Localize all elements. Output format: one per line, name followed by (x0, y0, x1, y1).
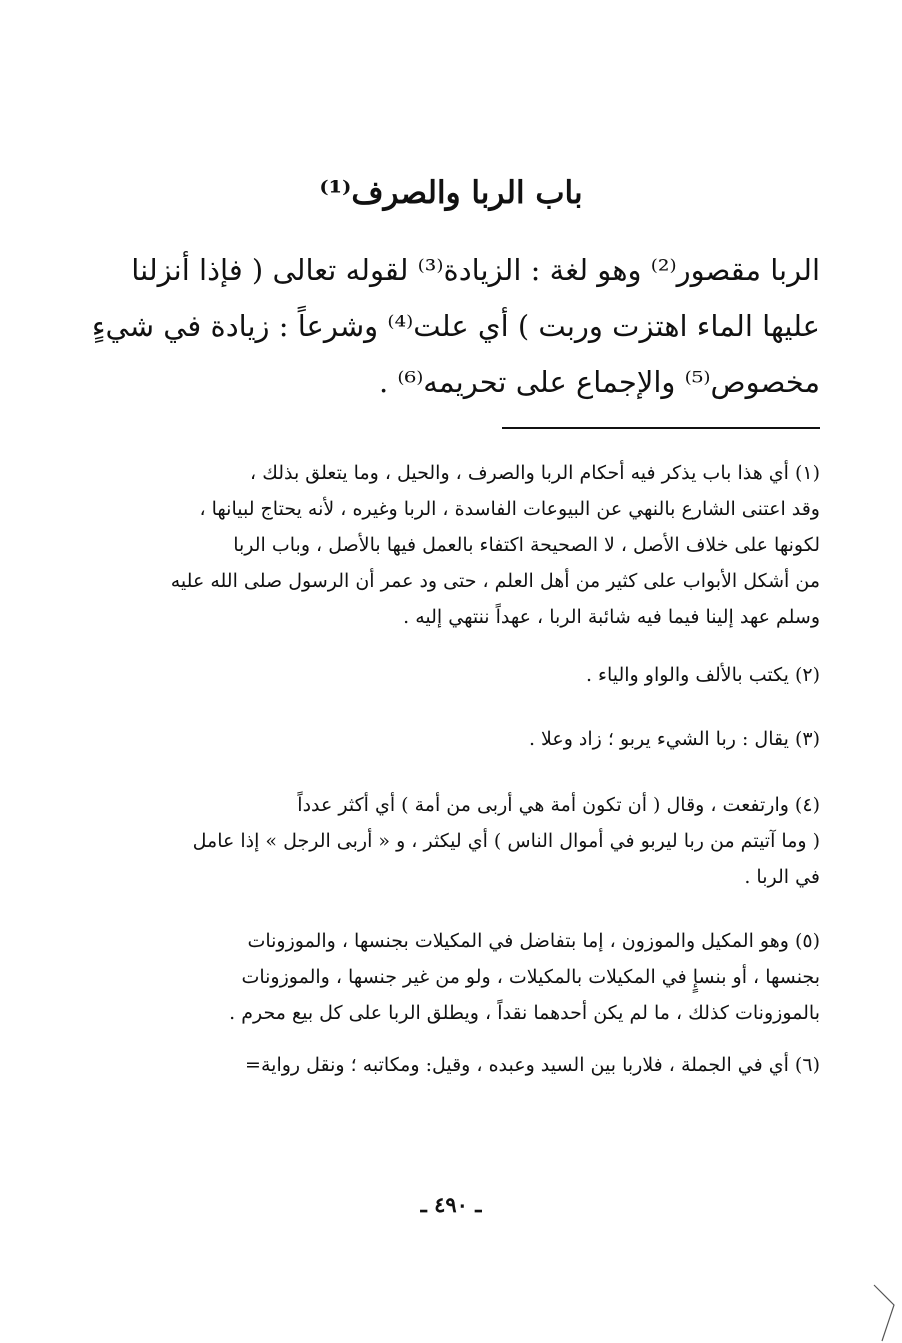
footnotes-section (85, 455, 820, 1083)
footnote-line: وقد اعتنى الشارع بالنهي عن البيوعات الفاسدة ، الربا وغيره ، لأنه يحتاج لبيانها ، (199, 498, 820, 520)
footnote-line: من أشكل الأبواب على كثير من أهل العلم ، حتى ود عمر أن الرسول صلى الله عليه (170, 570, 820, 592)
chapter-title: باب الربا والصرف⁽¹⁾ (319, 175, 583, 211)
main-line: عليها الماء اهتزت وربت ) أي علت⁽⁴⁾ وشرعاً : زيادة في شيءٍ (92, 309, 820, 343)
footnote-line: وسلم عهد إلينا فيما فيه شائبة الربا ، عهداً ننتهي إليه . (403, 606, 820, 628)
footnote-line: في الربا . (744, 866, 820, 888)
main-line: الربا مقصور⁽²⁾ وهو لغة : الزيادة⁽³⁾ لقوله تعالى ( فإذا أنزلنا (131, 253, 820, 287)
footnote-6 (85, 1047, 820, 1083)
footnote-line: (١) أي هذا باب يذكر فيه أحكام الربا والصرف ، والحيل ، وما يتعلق بذلك ، (250, 462, 820, 484)
footnote-5 (85, 923, 820, 1031)
page-edge-mark (872, 1283, 902, 1343)
footnote-line: (٦) أي في الجملة ، فلاربا بين السيد وعبده ، وقيل: ومكاتبه ؛ ونقل رواية= (245, 1054, 820, 1076)
footnote-line: (٣) يقال : ربا الشيء يربو ؛ زاد وعلا . (528, 728, 820, 750)
footnote-line: لكونها على خلاف الأصل ، لا الصحيحة اكتفاء بالعمل فيها بالأصل ، وباب الربا (233, 534, 820, 556)
page-number: ـ ٤٩٠ ـ (420, 1192, 482, 1217)
footnote-2 (85, 657, 820, 693)
footnote-line: بالموزونات كذلك ، ما لم يكن أحدهما نقداً ، ويطلق الربا على كل بيع محرم . (229, 1002, 820, 1024)
footnote-separator (502, 427, 820, 429)
main-paragraph (92, 242, 820, 410)
footnote-line: (٢) يكتب بالألف والواو والياء . (585, 664, 820, 686)
footnote-line: (٥) وهو المكيل والموزون ، إما بتفاضل في المكيلات بجنسها ، والموزونات (247, 930, 820, 952)
footnote-line: (٤) وارتفعت ، وقال ( أن تكون أمة هي أربى من أمة ) أي أكثر عدداً (297, 794, 820, 816)
footnote-3 (85, 721, 820, 757)
footnote-4 (85, 787, 820, 895)
main-line: مخصوص⁽⁵⁾ والإجماع على تحريمه⁽⁶⁾ . (378, 365, 820, 399)
footnote-line: ( وما آتيتم من ربا ليربو في أموال الناس ) أي ليكثر ، و « أربى الرجل » إذا عامل (192, 830, 820, 852)
footnote-line: بجنسها ، أو بنسإٍ في المكيلات بالمكيلات ، ولو من غير جنسها ، والموزونات (241, 966, 820, 988)
footnote-1 (85, 455, 820, 635)
